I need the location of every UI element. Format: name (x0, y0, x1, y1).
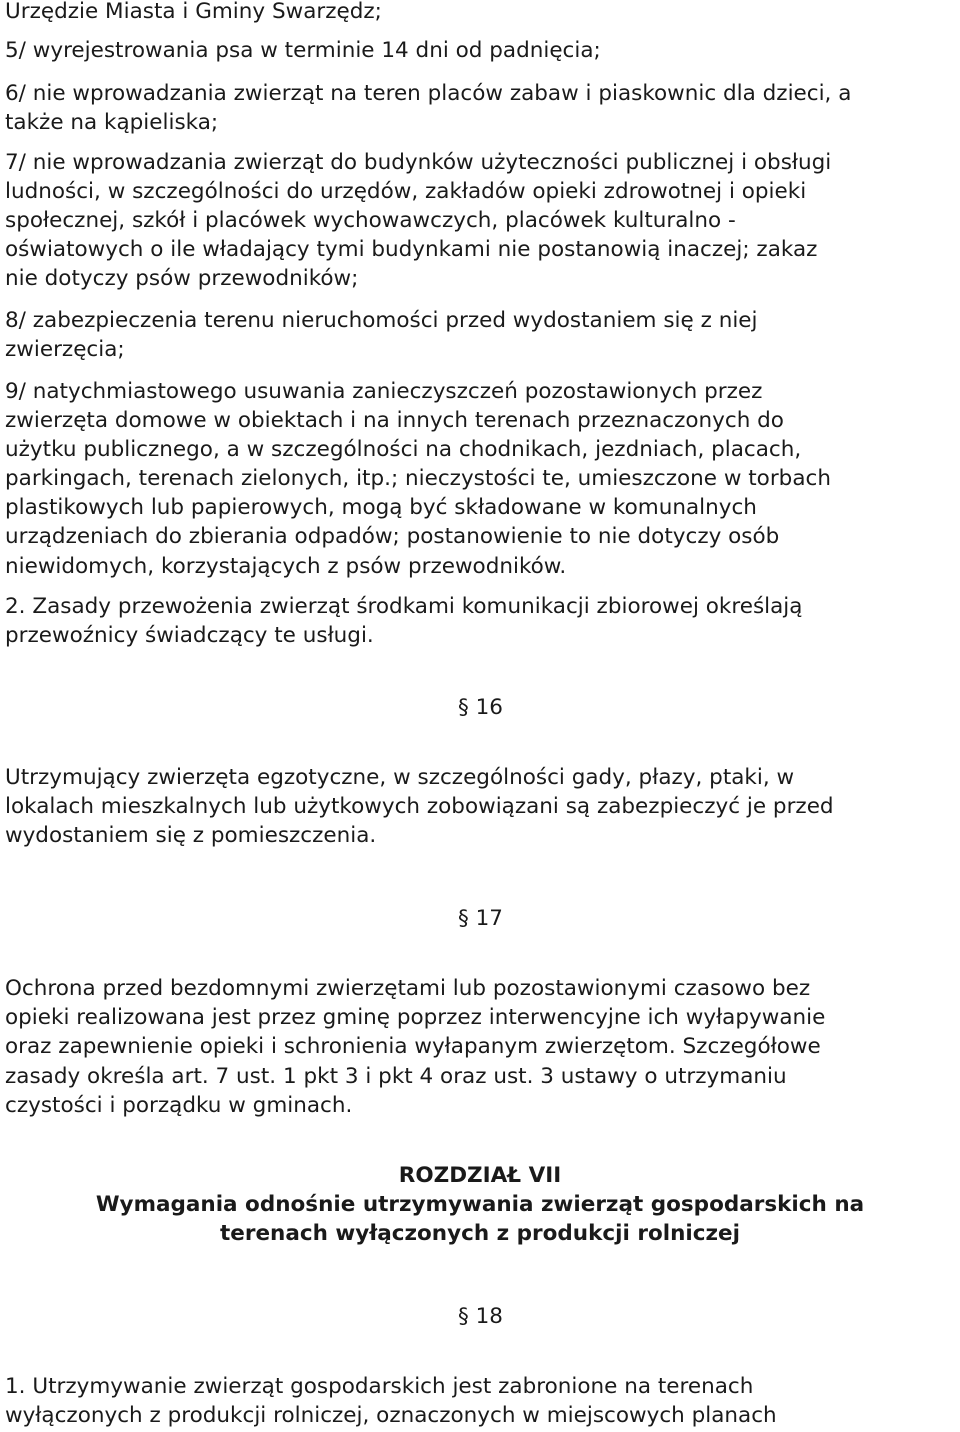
text-line: 9/ natychmiastowego usuwania zanieczyszczeń pozostawionych przez (5, 379, 763, 404)
section-heading-16: § 16 (458, 695, 503, 720)
chapter-title: ROZDZIAŁ VII (398, 1163, 562, 1188)
text-line: zwierzęta domowe w obiektach i na innych terenach przeznaczonych do (5, 408, 784, 433)
chapter-subtitle: Wymagania odnośnie utrzymywania zwierząt gospodarskich na (95, 1192, 865, 1217)
text-line: wydostaniem się z pomieszczenia. (5, 823, 377, 848)
text-line: wyłączonych z produkcji rolniczej, oznaczonych w miejscowych planach (5, 1403, 777, 1428)
chapter-subtitle: terenach wyłączonych z produkcji rolniczej (220, 1221, 740, 1246)
text-line: 2. Zasady przewożenia zwierząt środkami komunikacji zbiorowej określają (5, 594, 803, 619)
text-line: parkingach, terenach zielonych, itp.; nieczystości te, umieszczone w torbach (5, 466, 831, 491)
text-line: przewoźnicy świadczący te usługi. (5, 623, 374, 648)
text-line: 1. Utrzymywanie zwierząt gospodarskich jest zabronione na terenach (5, 1374, 754, 1399)
text-line: zwierzęcia; (5, 337, 125, 362)
text-line: Ochrona przed bezdomnymi zwierzętami lub pozostawionymi czasowo bez (5, 976, 811, 1001)
text-line: urządzeniach do zbierania odpadów; postanowienie to nie dotyczy osób (5, 524, 780, 549)
text-line: użytku publicznego, a w szczególności na chodnikach, jezdniach, placach, (5, 437, 802, 462)
text-line: nie dotyczy psów przewodników; (5, 266, 359, 291)
text-line: Urzędzie Miasta i Gminy Swarzędz; (5, 0, 382, 24)
text-line: lokalach mieszkalnych lub użytkowych zobowiązani są zabezpieczyć je przed (5, 794, 834, 819)
text-line: niewidomych, korzystających z psów przewodników. (5, 554, 567, 579)
text-line: 7/ nie wprowadzania zwierząt do budynków użyteczności publicznej i obsługi (5, 150, 832, 175)
text-line: zasady określa art. 7 ust. 1 pkt 3 i pkt 4 oraz ust. 3 ustawy o utrzymaniu (5, 1064, 787, 1089)
section-heading-17: § 17 (458, 906, 503, 931)
text-line: 8/ zabezpieczenia terenu nieruchomości przed wydostaniem się z niej (5, 308, 758, 333)
text-line: oraz zapewnienie opieki i schronienia wyłapanym zwierzętom. Szczegółowe (5, 1034, 821, 1059)
text-line: plastikowych lub papierowych, mogą być składowane w komunalnych (5, 495, 757, 520)
section-heading-18: § 18 (458, 1304, 503, 1329)
text-line: społecznej, szkół i placówek wychowawczych, placówek kulturalno - (5, 208, 736, 233)
text-line: 6/ nie wprowadzania zwierząt na teren placów zabaw i piaskownic dla dzieci, a (5, 81, 852, 106)
text-line: 5/ wyrejestrowania psa w terminie 14 dni od padnięcia; (5, 38, 601, 63)
text-line: także na kąpieliska; (5, 110, 219, 135)
text-line: opieki realizowana jest przez gminę poprzez interwencyjne ich wyłapywanie (5, 1005, 826, 1030)
text-line: Utrzymujący zwierzęta egzotyczne, w szczególności gady, płazy, ptaki, w (5, 765, 795, 790)
text-line: oświatowych o ile władający tymi budynkami nie postanowią inaczej; zakaz (5, 237, 818, 262)
text-line: ludności, w szczególności do urzędów, zakładów opieki zdrowotnej i opieki (5, 179, 807, 204)
text-line: czystości i porządku w gminach. (5, 1093, 353, 1118)
